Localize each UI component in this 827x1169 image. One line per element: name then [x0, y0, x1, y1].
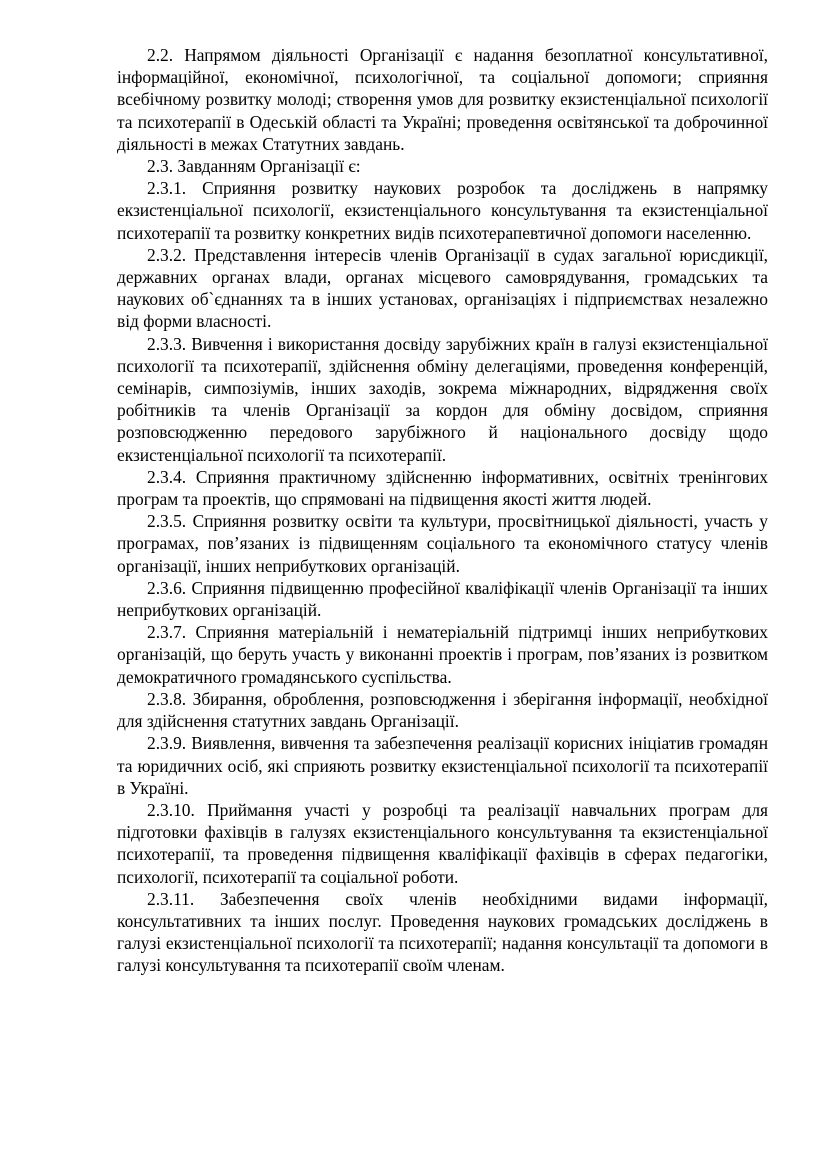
paragraph-2-3-6: 2.3.6. Сприяння підвищенню професійної кваліфікації членів Організації та інших неприбуткових організацій. [117, 577, 768, 621]
paragraph-2-3-2: 2.3.2. Представлення інтересів членів Організації в судах загальної юрисдикції, державних органах влади, органах місцевого самоврядування, громадських та наукових об`єднаннях та в інших установах, організаціях і підприємствах незалежно від форми власності. [117, 244, 768, 332]
paragraph-2-3-7: 2.3.7. Сприяння матеріальній і нематеріальній підтримці інших неприбуткових організацій, що беруть участь у виконанні проектів і програм, пов’язаних із розвитком демократичного громадянського суспільства. [117, 622, 768, 687]
paragraph-2-3-9: 2.3.9. Виявлення, вивчення та забезпечення реалізації корисних ініціатив громадян та юридичних осіб, які сприяють розвитку екзистенціальної психології та психотерапії в Україні. [117, 733, 768, 798]
paragraph-2-3-5: 2.3.5. Сприяння розвитку освіти та культури, просвітницької діяльності, участь у програмах, пов’язаних із підвищенням соціального та економічного статусу членів організації, інших неприбуткових організацій. [117, 511, 768, 576]
paragraph-2-2: 2.2. Напрямом діяльності Організації є надання безоплатної консультативної, інформаційної, економічної, психологічної, та соціальної допомоги; сприяння всебічному розвитку молоді; створення умов для розвитку екзистенціальної психології та психотерапії в Одеській області та Україні; проведення освітянської та доброчинної діяльності в межах Статутних завдань. [117, 45, 768, 154]
paragraph-2-3-3: 2.3.3. Вивчення і використання досвіду зарубіжних країн в галузі екзистенціальної психології та психотерапії, здійснення обміну делегаціями, проведення конференцій, семінарів, симпозіумів, інших заходів, зокрема міжнародних, відрядження своїх робітників та членів Організації за кордон для обміну досвідом, сприяння розповсюдженню передового зарубіжного й національного досвіду щодо екзистенціальної психології та психотерапії. [117, 333, 768, 465]
paragraph-2-3-1: 2.3.1. Сприяння розвитку наукових розробок та досліджень в напрямку екзистенціальної психології, екзистенціального консультування та екзистенціальної психотерапії та розвитку конкретних видів психотерапевтичної допомоги населенню. [117, 178, 768, 243]
paragraph-2-3-4: 2.3.4. Сприяння практичному здійсненню інформативних, освітніх тренінгових програм та проектів, що спрямовані на підвищення якості життя людей. [117, 466, 768, 510]
paragraph-2-3-11: 2.3.11. Забезпечення своїх членів необхідними видами інформації, консультативних та інших послуг. Проведення наукових громадських досліджень в галузі екзистенціальної психології та психотерапії; надання консультації та допомоги в галузі консультування та психотерапії своїм членам. [117, 888, 768, 976]
paragraph-2-3-8: 2.3.8. Збирання, оброблення, розповсюдження і зберігання інформації, необхідної для здійснення статутних завдань Організації. [117, 688, 768, 732]
document-page [117, 44, 768, 977]
paragraph-2-3: 2.3. Завданням Організації є: [147, 156, 361, 177]
paragraph-2-3-10: 2.3.10. Приймання участі у розробці та реалізації навчальних програм для підготовки фахівців в галузях екзистенціального консультування та екзистенціальної психотерапії, та проведення підвищення кваліфікації фахівців в сферах педагогіки, психології, психотерапії та соціальної роботи. [117, 799, 768, 887]
